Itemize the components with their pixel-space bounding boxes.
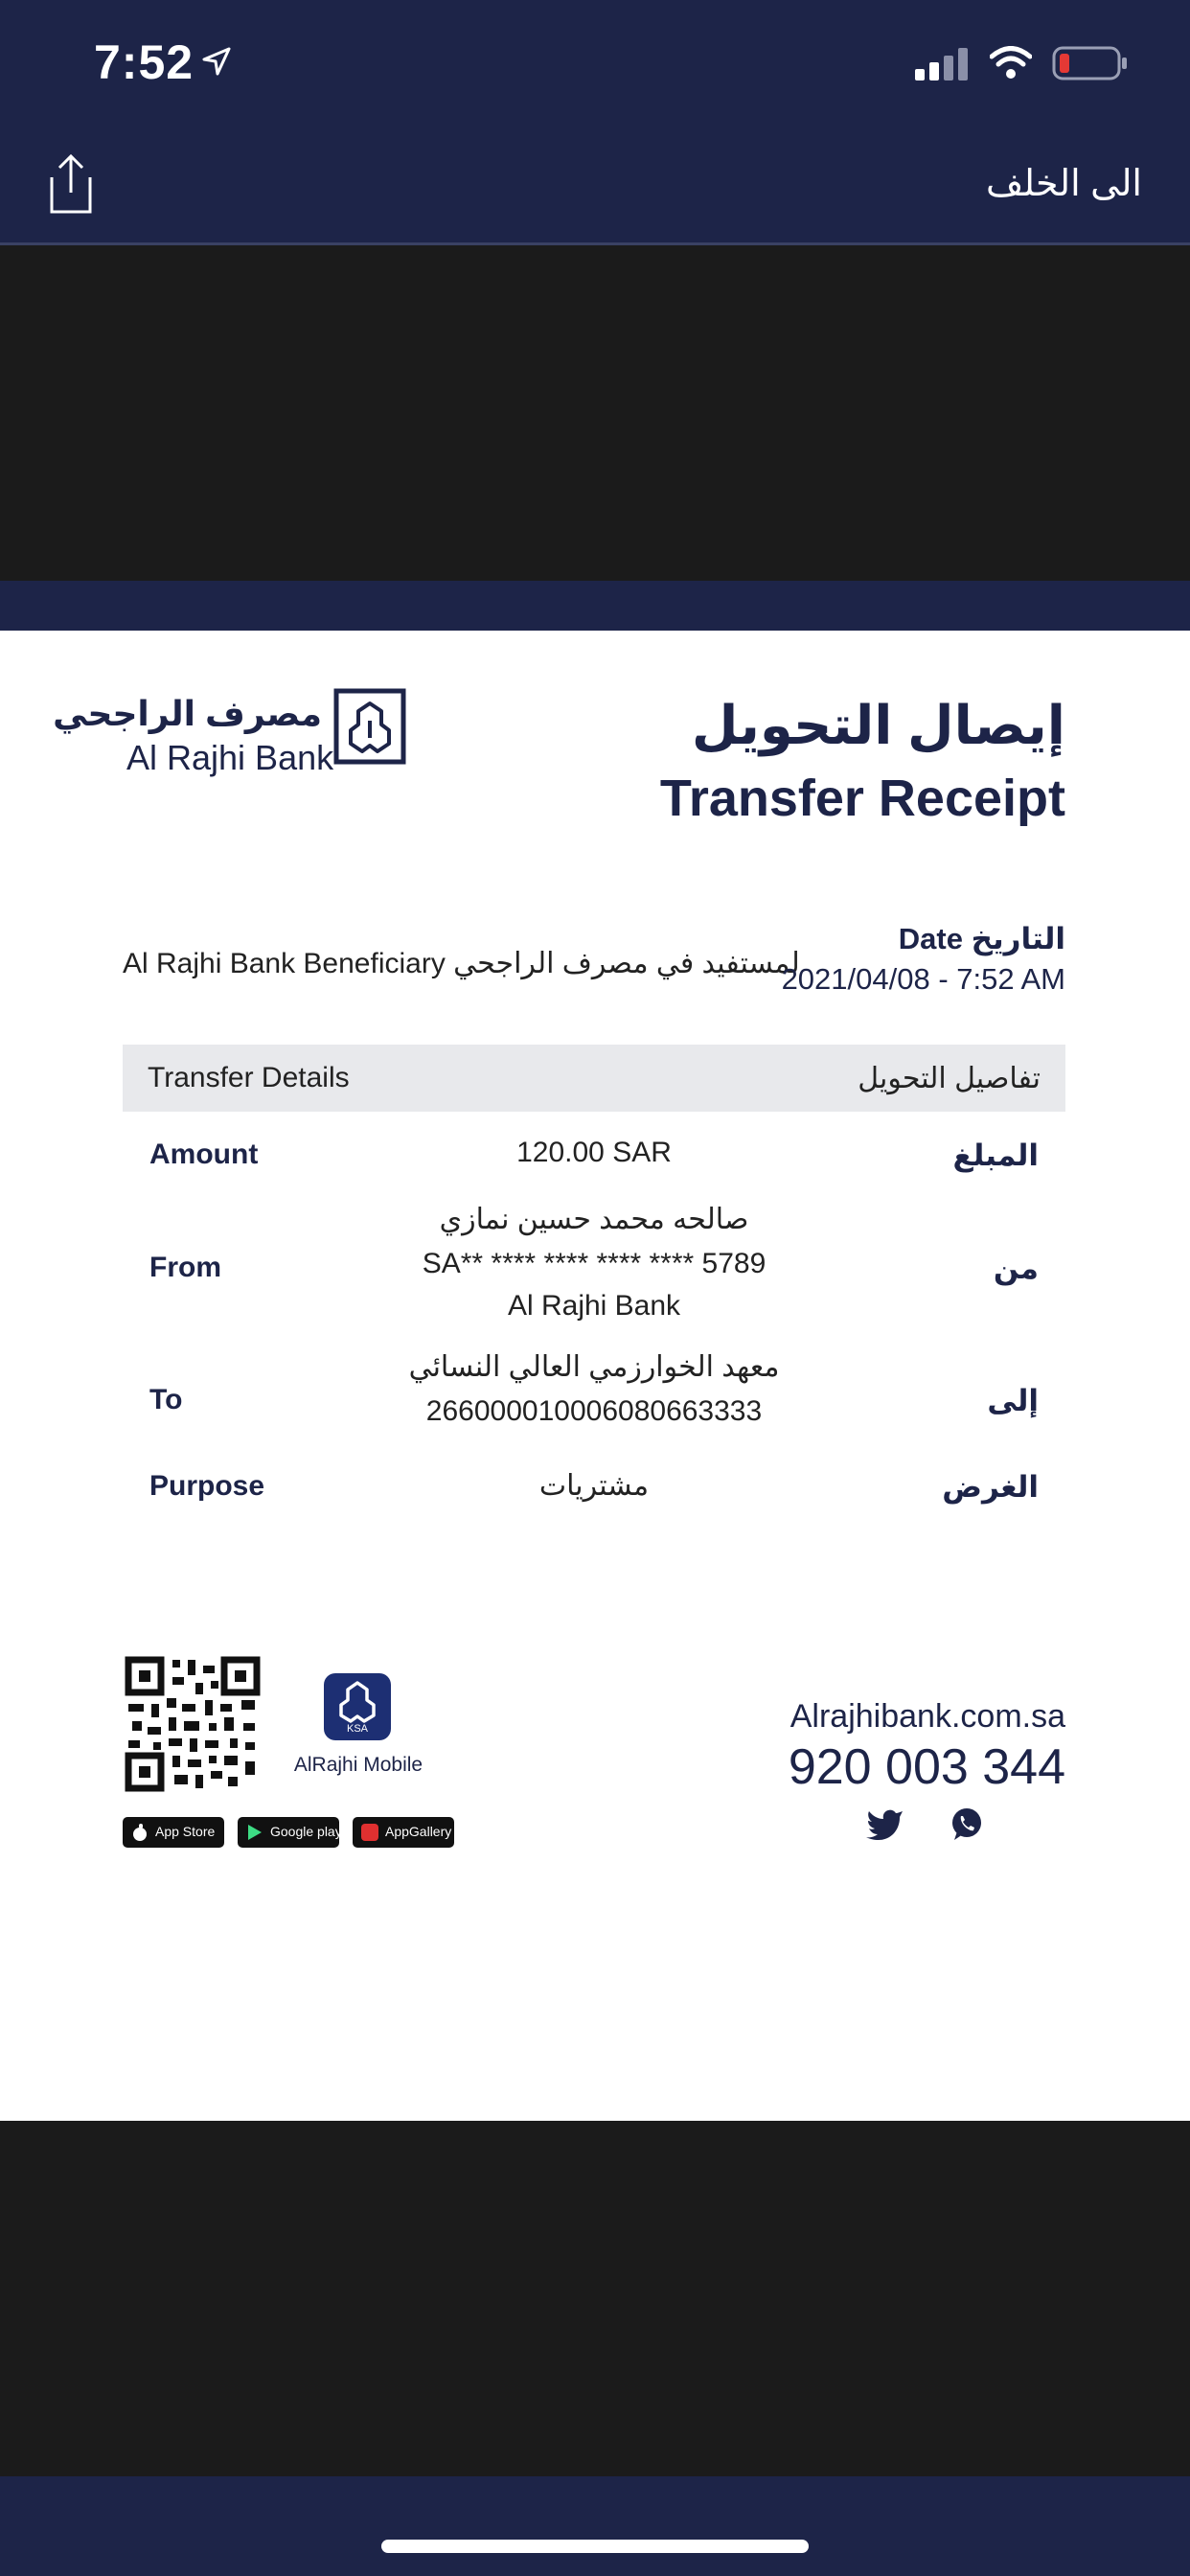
purpose-value: مشتريات [538,1470,650,1502]
share-icon[interactable] [44,150,98,218]
transfer-details-label-en: Transfer Details [148,1062,350,1093]
google-play-label: Google play [270,1824,342,1839]
back-button[interactable]: الى الخلف [986,164,1142,204]
app-store-badge[interactable] [123,1817,224,1848]
whatsapp-icon[interactable] [949,1806,985,1842]
beneficiary-type: Al Rajhi Bank Beneficiary لمستفيد في مصرف الراجحي [123,948,800,979]
battery-low-icon [1052,46,1129,80]
purpose-label-ar: الغرض [942,1470,1039,1504]
transfer-details-header [123,1045,1065,1112]
app-gallery-badge[interactable] [353,1817,454,1848]
qr-code-icon[interactable] [125,1656,261,1792]
app-gallery-icon [360,1823,379,1842]
amount-row [123,1138,1065,1186]
to-row [123,1351,1065,1457]
navigation-bar [0,129,1190,245]
date-label: Date التاريخ [898,922,1065,955]
dark-spacer [0,245,1190,581]
cellular-signal-icon [915,48,973,80]
home-indicator[interactable] [381,2540,809,2553]
purpose-row [123,1470,1065,1518]
from-name: صالحه محمد حسين نمازي [439,1204,749,1235]
transfer-details-label-ar: تفاصيل التحويل [858,1063,1041,1094]
google-play-badge[interactable] [238,1817,342,1848]
wifi-icon [990,46,1032,79]
bank-website-link[interactable]: Alrajhibank.com.sa [790,1698,1065,1735]
app-store-label: App Store [155,1824,216,1839]
from-label-en: From [149,1252,221,1283]
bottom-bar [0,2476,1190,2576]
receipt-title-arabic: إيصال التحويل [691,695,1065,755]
from-bank: Al Rajhi Bank [507,1290,681,1322]
bank-logo [53,688,410,784]
to-name: معهد الخوارزمي العالي النسائي [408,1351,780,1383]
google-play-icon [245,1823,264,1842]
status-bar [0,0,1190,129]
amount-label-ar: المبلغ [952,1138,1039,1172]
alrajhi-mobile-app-icon[interactable] [324,1673,391,1740]
purpose-label-en: Purpose [149,1470,265,1502]
apple-icon [130,1823,149,1842]
to-account: 266000010006080663333 [425,1395,763,1427]
bank-phone-number[interactable]: 920 003 344 [788,1739,1065,1795]
al-rajhi-logo-icon [333,688,406,765]
location-arrow-icon [201,46,232,77]
from-label-ar: من [993,1252,1039,1285]
twitter-icon[interactable] [866,1807,904,1840]
transfer-receipt [0,631,1190,2121]
from-row [123,1202,1065,1346]
amount-value: 120.00 SAR [516,1137,672,1168]
app-badge-region: KSA [346,1723,368,1735]
from-iban: SA** **** **** **** **** 5789 [422,1248,767,1279]
date-value: 2021/04/08 - 7:52 AM [781,962,1065,996]
app-label: AlRajhi Mobile [293,1754,423,1776]
app-gallery-label: AppGallery [385,1824,452,1839]
bank-logo-arabic: مصرف الراجحي [53,694,322,733]
to-label-en: To [149,1384,183,1415]
to-label-ar: إلى [987,1384,1039,1417]
status-time: 7:52 [94,35,195,89]
amount-label-en: Amount [149,1138,259,1170]
receipt-top-band [0,581,1190,631]
bank-logo-english: Al Rajhi Bank [126,738,334,777]
receipt-title-english: Transfer Receipt [659,770,1065,827]
